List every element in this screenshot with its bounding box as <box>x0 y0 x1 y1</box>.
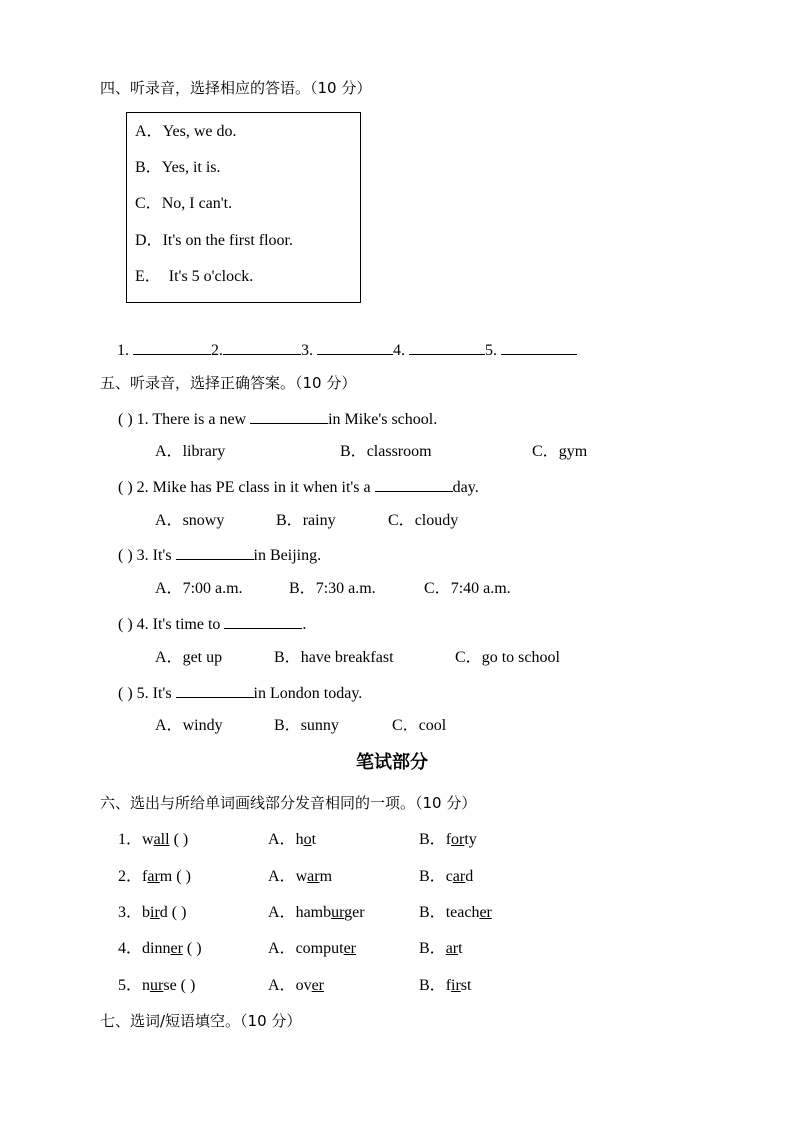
pron-item-4: 4．dinner ( ) <box>118 940 202 957</box>
question-blank[interactable] <box>176 683 254 698</box>
choice-5a: A．windy <box>155 717 223 734</box>
answer-blank-1[interactable] <box>133 340 211 355</box>
question-blank[interactable] <box>224 614 302 629</box>
section4-heading: 四、听录音，选择相应的答语。（10 分） <box>100 79 372 97</box>
answer-row <box>117 340 577 361</box>
pron-item-4-b: B．art <box>419 940 463 957</box>
answer-label-1: 1. <box>117 342 129 359</box>
choice-4c: C．go to school <box>455 649 560 666</box>
pron-item-1-a: A．hot <box>268 831 317 848</box>
question-4: ( ) 4. It's time to . <box>118 616 307 633</box>
answer-blank-5[interactable] <box>501 340 577 355</box>
choice-4a: A．get up <box>155 649 223 666</box>
pron-item-2-a: A．warm <box>268 868 333 885</box>
section6-heading: 六、选出与所给单词画线部分发音相同的一项。（10 分） <box>100 794 477 812</box>
option-b: B．Yes, it is. <box>135 159 221 176</box>
choice-3a: A．7:00 a.m. <box>155 580 243 597</box>
pron-item-1-b: B．forty <box>419 831 477 848</box>
choice-4b: B．have breakfast <box>274 649 394 666</box>
answer-label-3: 3. <box>301 342 313 359</box>
pron-item-3: 3．bird ( ) <box>118 904 187 921</box>
options-box <box>126 112 361 303</box>
choice-1b: B．classroom <box>340 443 432 460</box>
choice-5c: C．cool <box>392 717 447 734</box>
answer-blank-3[interactable] <box>317 340 393 355</box>
question-5: ( ) 5. It's in London today. <box>118 685 363 702</box>
answer-label-5: 5. <box>485 342 497 359</box>
option-a: A．Yes, we do. <box>135 123 237 140</box>
written-part-title: 笔试部分 <box>356 752 428 772</box>
pron-item-2-b: B．card <box>419 868 474 885</box>
section5-heading: 五、听录音，选择正确答案。（10 分） <box>100 374 357 392</box>
pron-item-5-b: B．first <box>419 977 472 994</box>
pron-item-4-a: A．computer <box>268 940 356 957</box>
option-c: C．No, I can't. <box>135 195 233 212</box>
choice-2b: B．rainy <box>276 512 336 529</box>
choice-5b: B．sunny <box>274 717 339 734</box>
question-3: ( ) 3. It's in Beijing. <box>118 547 322 564</box>
section7-heading: 七、选词/短语填空。（10 分） <box>100 1012 302 1030</box>
pron-item-5: 5．nurse ( ) <box>118 977 196 994</box>
option-e: E． It's 5 o'clock. <box>135 268 254 285</box>
pron-item-1: 1．wall ( ) <box>118 831 189 848</box>
question-blank[interactable] <box>375 477 453 492</box>
question-blank[interactable] <box>250 409 328 424</box>
answer-blank-2[interactable] <box>223 340 301 355</box>
pron-item-3-b: B．teacher <box>419 904 492 921</box>
pron-item-2: 2．farm ( ) <box>118 868 191 885</box>
answer-label-2: 2. <box>211 342 223 359</box>
choice-2a: A．snowy <box>155 512 225 529</box>
answer-blank-4[interactable] <box>409 340 485 355</box>
option-d: D．It's on the first floor. <box>135 232 293 249</box>
choice-1a: A．library <box>155 443 226 460</box>
question-blank[interactable] <box>176 545 254 560</box>
question-1: ( ) 1. There is a new in Mike's school. <box>118 411 438 428</box>
question-2: ( ) 2. Mike has PE class in it when it's a day. <box>118 479 479 496</box>
pron-item-3-a: A．hamburger <box>268 904 365 921</box>
choice-2c: C．cloudy <box>388 512 459 529</box>
pron-item-5-a: A．over <box>268 977 324 994</box>
choice-3c: C．7:40 a.m. <box>424 580 511 597</box>
choice-3b: B．7:30 a.m. <box>289 580 376 597</box>
answer-label-4: 4. <box>393 342 405 359</box>
choice-1c: C．gym <box>532 443 588 460</box>
